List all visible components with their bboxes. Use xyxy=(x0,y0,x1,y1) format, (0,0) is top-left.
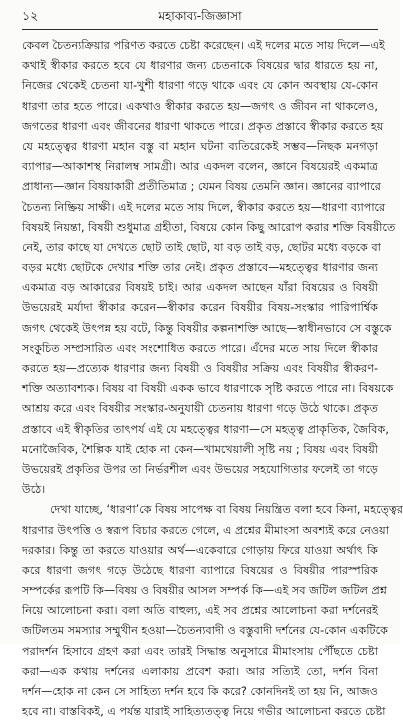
text-line: পরাদর্শন হিসাবে গ্রহণ করা এবং তারই সিদ্ধান্ত অনুসারে মীমাংসায় পৌঁছতে চেষ্টা xyxy=(22,644,378,658)
text-line: প্রাধান্য—জ্ঞান বিষয়াকারী প্রতীতিমাত্র ; যেমন বিষয় তেমনি জ্ঞান। জ্ঞানের ব্যাপারে xyxy=(22,180,381,194)
page-header xyxy=(22,6,378,26)
text-line: ব্যাপার—আকাশস্থ নিরালম্ব সামগ্রী। আর একদল বলেন, জ্ঞানে বিষয়েরই একমাত্র xyxy=(22,160,378,174)
header-divider xyxy=(22,29,378,30)
text-line: যে মহত্ত্বের ধারণা মহান বস্তু বা মহান ঘটনা ব্যতিরেকেই সম্ভব—নিছক মনগড়া xyxy=(22,139,378,153)
text-line: চৈতন্য নিষ্ক্রিয় সাক্ষী। এই দলের মতে সায় দিলে, স্বীকার করতে হয়—ধারণা ব্যাপারে xyxy=(22,200,386,214)
text-line: মনোজৈবিক, শৈল্পিক যাই হোক না কেন—খামখেয়ালী সৃষ্টি নয় ; বিষয় এবং বিষয়ী xyxy=(22,442,378,456)
text-line: জটিলতম সমস্যার সম্মুখীন হওয়া—চৈতন্যবাদী ও বস্তুবাদী দর্শনের যে-কোন একটিকে xyxy=(22,624,388,638)
text-line: করতে হয়—প্রত্যেক ধারণার জন্য বিষয়ী ও বিষয়ীর সক্রিয় এবং বিষয়ীর স্বীকরণ- xyxy=(22,362,378,375)
text-line: নেই, তার কাছে যা দেখতে ছোট তাই ছোট, যা বড় তাই বড়, ছোটর মধ্যে বড়কে বা xyxy=(22,240,381,254)
text-line: জগতের ধারণা এবং জীবনের ধারণা থাকতে পারে। প্রকৃত প্রস্তাবে স্বীকার করতে হয় xyxy=(22,119,384,133)
text-line: বিষয়ই নিয়ন্তা, বিষয়ী শুধুমাত্র গ্রহীতা, বিষয়ে কোন কিছু আরোপ করার শক্তি বিষয়ীতে xyxy=(22,220,396,234)
text-line: ধারণার উৎপত্তি ও স্বরূপ বিচার করতে গেলে, এ প্রশ্নের মীমাংসা অবশ্যই করে নেওয়া xyxy=(22,523,390,537)
text-line: ধারণা তার হতে পারে। একথাও স্বীকার করতে হয়—জগৎ ও জীবন না থাকলেও, xyxy=(22,99,378,113)
text-line: করা—এক কথায় দর্শনের এলাকায় প্রবেশ করা। আর সত্যিই তো, দর্শন বিনা xyxy=(22,664,378,678)
text-line: শক্তি অত্যাবশ্যক। বিষয় বা বিষয়ী একক ভাবে ধারণাকে সৃষ্টি করতে পারে না। বিষয়কে xyxy=(22,382,394,396)
text-line: জগৎ থেকেই উৎপন্ন হয় বটে, কিন্তু বিষয়ীর কল্পনাশক্তি আছে—স্বাধীনভাবে সে বস্তুকে xyxy=(22,321,392,335)
paragraph xyxy=(22,36,396,500)
text-line: উভয়েরই প্রকৃতির উপর তা নির্ভরশীল এবং উভয়ের সহযোগিতার ফলেই তা গড়ে xyxy=(22,462,378,476)
text-line: আশ্রয় করে এবং বিষয়ীর সংস্কার-অনুযায়ী চেতনায় ধারণা গড়ে উঠে থাকে। প্রকৃত xyxy=(22,402,378,416)
text-line: বড়র মধ্যে ছোটকে দেখার শক্তি তার নেই। প্রকৃত প্রস্তাবে—মহত্ত্বের ধারণার জন্য xyxy=(22,261,378,275)
text-line: হবে না। বাস্তবিকই, এ পর্যন্ত যারাই সাহিত্যতত্ত্ব নিয়ে গভীর আলোচনা করতে চেষ্টা xyxy=(22,705,386,719)
text-line: সম্পর্কের রূপটি কি—বিষয় ও বিষয়ীর আসল সম্পর্ক কি—এই সব জটিল জটিল প্রশ্ন xyxy=(22,584,387,598)
text-line: দেখা যাচ্ছে, ‘ধারণা’কে বিষয় সাপেক্ষ বা বিষয় নিয়ন্ত্রিত বলা হবে কিনা, মহত্ত্বের xyxy=(50,503,403,517)
body-text xyxy=(22,36,403,722)
text-line: একমাত্র বড় আকারের বিষয়ই চাই। আর একদল আছেন যাঁরা বিষয়ের ও বিষয়ী xyxy=(22,281,378,295)
text-line: কেবল চৈতন্যক্রিয়ার পরিণত করতে চেষ্টা করেছেন। এই দলের মতে সায় দিলে—এই xyxy=(22,39,385,52)
text-line: দর্শন—হোক না কেন সে সাহিত্য দর্শন হবে কি করে? কোনদিনই তা হয় নি, আজও xyxy=(22,685,378,698)
text-line: উঠে। xyxy=(22,483,46,497)
text-line: সংকুচিত সম্প্রসারিত এবং সংশোধিত করতে পারে। এঁদের মতে সায় দিলে স্বীকার xyxy=(22,341,378,355)
paragraph xyxy=(22,500,403,722)
running-title: মহাকাব্য-জিজ্ঞাসা xyxy=(158,9,242,23)
text-line: নিজের থেকেই চেতনা যা-খুশী ধারণা গড়ে থাকে এবং যে কোন অবস্থায় যে-কোন xyxy=(22,79,378,93)
page-number: ১২ xyxy=(22,8,39,23)
text-line: প্রস্তাবে এই স্বীকৃতির তাৎপর্য এই যে মহত্ত্বের ধারণা—সে মহত্ত্ব প্রাকৃতিক, জৈবিক, xyxy=(22,422,389,436)
text-line: কথাই স্বীকার করতে হবে যে ধারণার জন্য চেতনাকে বিষয়ের দ্বার ধারতে হয় না, xyxy=(22,59,378,73)
text-line: করে ধারণা জগৎ গড়ে উঠেছে ধারণা ব্যাপারে বিষয়ের ও বিষয়ীর পারস্পরিক xyxy=(22,563,378,577)
text-line: নিয়ে আলোচনা করা। বলা অতি বাহুল্য, এই সব প্রশ্নের আলোচনা করা দর্শনেরই xyxy=(22,604,378,618)
text-line: উভয়েরই মর্যাদা স্বীকার করেন—স্বীকার করেন বিষয়ীর বিষয়-সংস্কার পারিপার্শ্বিক xyxy=(22,301,378,315)
text-line: দরকার। কিন্তু তা করতে যাওয়ার অর্থ—একেবারে গোড়ায় ফিরে যাওয়া অর্থাৎ কি xyxy=(22,543,378,557)
